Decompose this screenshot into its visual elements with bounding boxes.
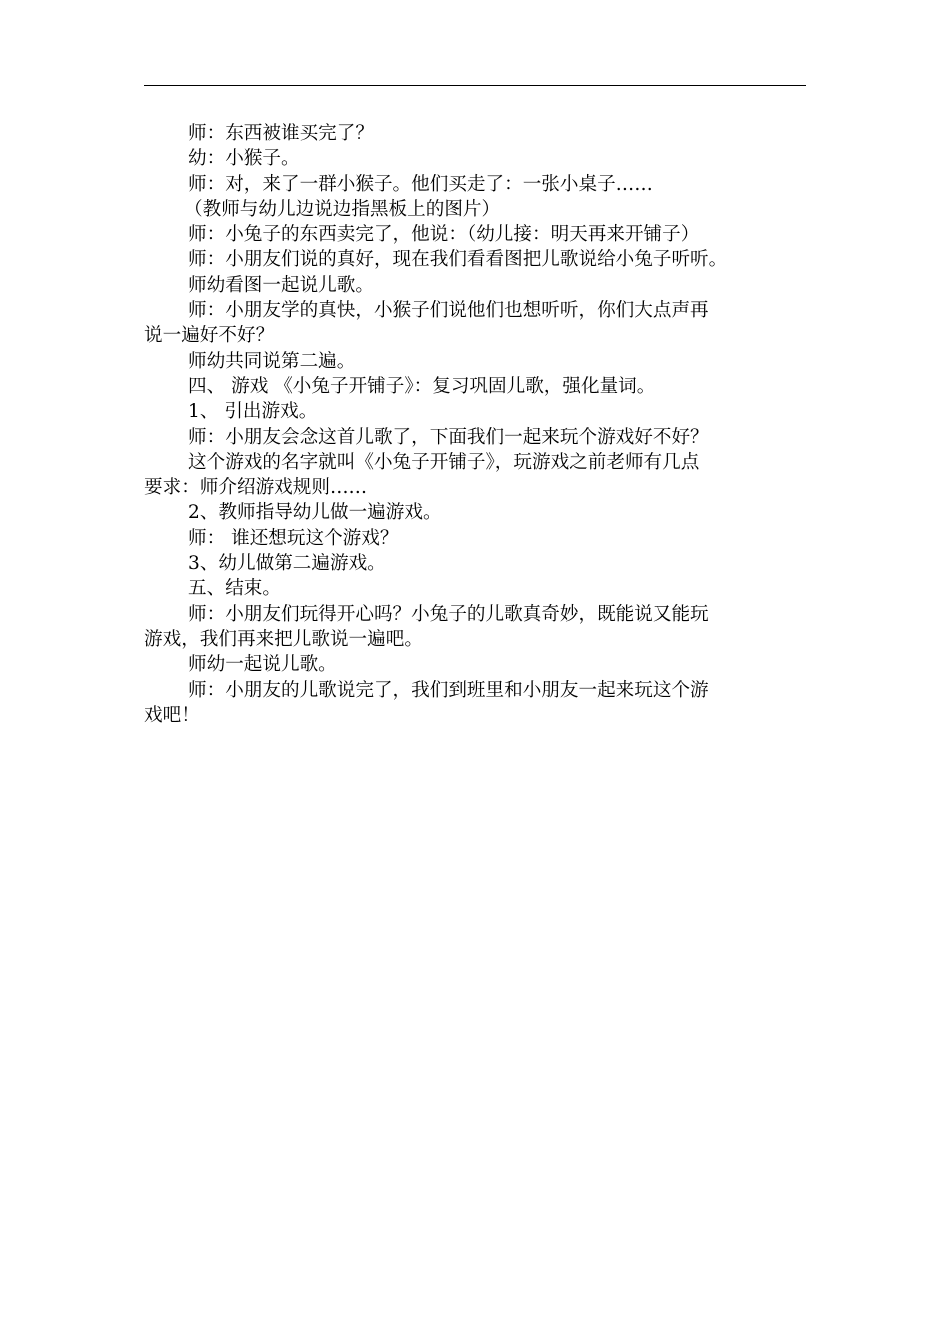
dialogue-line: 师：东西被谁买完了？ [188, 123, 374, 144]
step-heading: 3、幼儿做第二遍游戏。 [188, 553, 386, 575]
dialogue-line-continued: 游戏，我们再来把儿歌说一遍吧。 [144, 628, 423, 650]
dialogue-line: 师：小兔子的东西卖完了，他说：（幼儿接：明天再来开铺子） [188, 224, 700, 246]
step-heading: 1、 引出游戏。 [188, 401, 318, 423]
section-heading: 四、 游戏 《小兔子开铺子》：复习巩固儿歌，强化量词。 [188, 375, 656, 397]
dialogue-line: 师：小朋友会念这首儿歌了，下面我们一起来玩个游戏好不好？ [188, 426, 709, 448]
dialogue-line-continued: 要求：师介绍游戏规则…… [144, 477, 368, 499]
step-heading: 2、教师指导幼儿做一遍游戏。 [188, 502, 442, 524]
dialogue-line: 师：小朋友们玩得开心吗？小兔子的儿歌真奇妙，既能说又能玩 [188, 603, 709, 625]
dialogue-line: 师： 谁还想玩这个游戏？ [188, 527, 399, 549]
stage-note-line: （教师与幼儿边说边指黑板上的图片） [184, 198, 501, 220]
activity-line: 师幼一起说儿歌。 [188, 654, 337, 676]
dialogue-line: 师：小朋友们说的真好，现在我们看看图把儿歌说给小兔子听听。 [188, 249, 728, 271]
dialogue-line-continued: 说一遍好不好？ [144, 325, 275, 347]
section-heading: 五、结束。 [188, 578, 281, 600]
dialogue-line: 这个游戏的名字就叫《小兔子开铺子》，玩游戏之前老师有几点 [188, 451, 700, 473]
dialogue-line: 师：小朋友的儿歌说完了，我们到班里和小朋友一起来玩这个游 [188, 679, 709, 701]
dialogue-line-continued: 戏吧！ [144, 704, 200, 726]
document-body [144, 121, 812, 728]
dialogue-line: 师：小朋友学的真快，小猴子们说他们也想听听，你们大点声再 [188, 300, 709, 322]
dialogue-line: 师：对，来了一群小猴子。他们买走了：一张小桌子…… [188, 173, 653, 195]
activity-line: 师幼共同说第二遍。 [188, 350, 356, 372]
activity-line: 师幼看图一起说儿歌。 [188, 274, 374, 296]
dialogue-line: 幼：小猴子。 [188, 148, 300, 170]
header-rule [144, 85, 806, 86]
